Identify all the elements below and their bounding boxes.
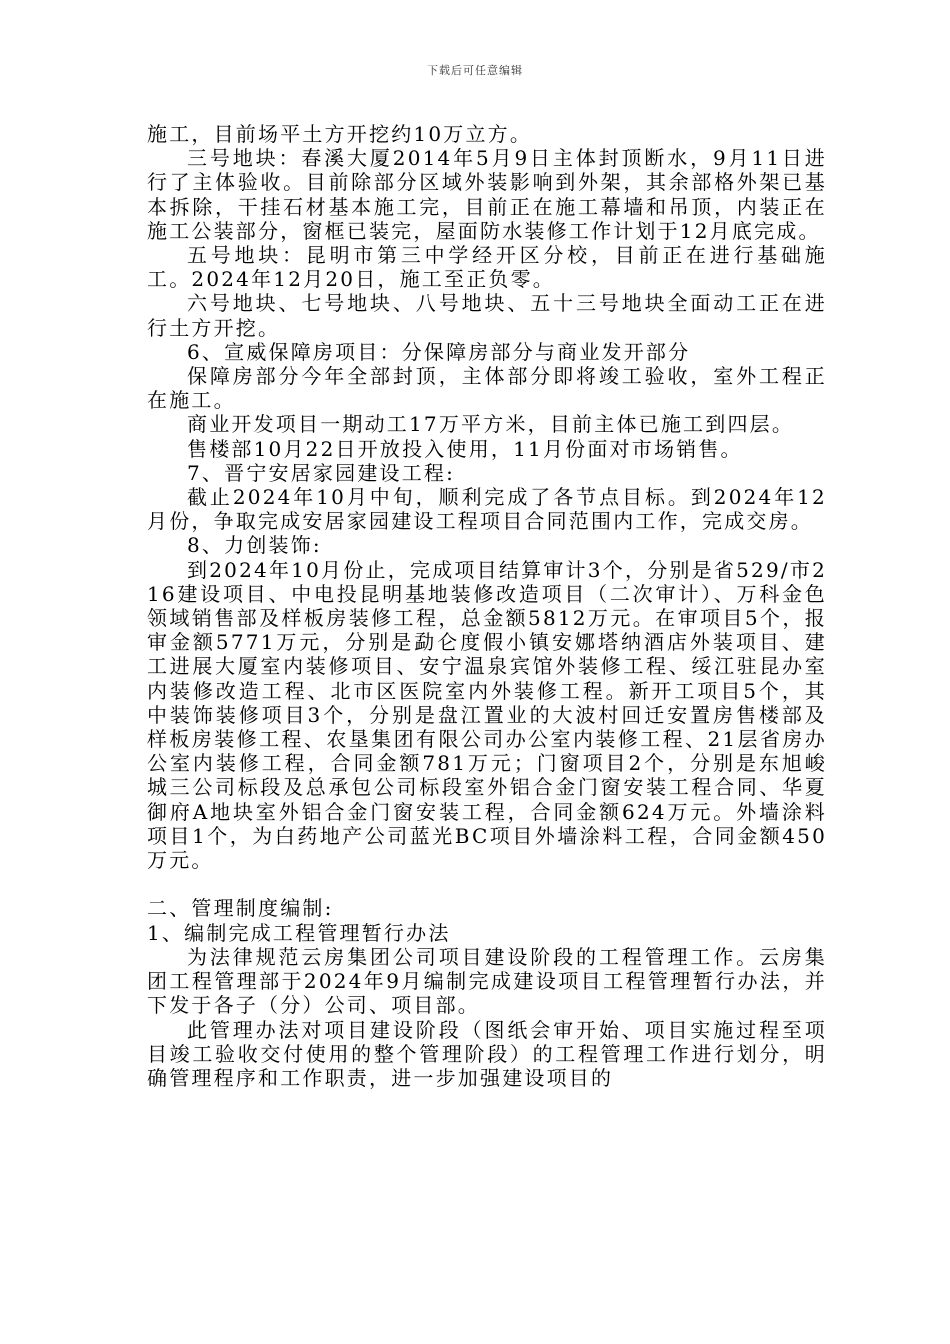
page-header: 下载后可任意编辑	[427, 64, 523, 77]
paragraph-plot-three: 三号地块：春溪大厦2014年5月9日主体封顶断水，9月11日进行了主体验收。目前除部分区域外装影响到外架，其余部格外架已基本拆除，干挂石材基本施工完，目前正在施工幕墙和吊顶，内装正在施工公装部分，窗框已装完，屋面防水装修工作计划于12月底完成。	[147, 146, 827, 243]
paragraph-continuation: 施工，目前场平土方开挖约10万立方。	[147, 122, 533, 146]
paragraph-commercial-development: 商业开发项目一期动工17万平方米，目前主体已施工到四层。	[187, 412, 795, 437]
paragraph-sales-office: 售楼部10月22日开放投入使用，11月份面对市场销售。	[187, 436, 743, 461]
paragraph-plot-five: 五号地块：昆明市第三中学经开区分校，目前正在进行基础施工。2024年12月20日，施工至正负零。	[147, 243, 827, 292]
heading-jinning-project: 7、晋宁安居家园建设工程:	[187, 460, 456, 485]
heading-lichuang-decoration: 8、力创装饰:	[187, 533, 322, 558]
paragraph-plots-six-to-fiftythree: 六号地块、七号地块、八号地块、五十三号地块全面动工正在进行土方开挖。	[147, 291, 827, 340]
document-body	[147, 122, 827, 1090]
blank-line	[147, 872, 827, 896]
paragraph-jinning-progress: 截止2024年10月中旬，顺利完成了各节点目标。到2024年12月份，争取完成安居家园建设工程项目合同范围内工作，完成交房。	[147, 485, 827, 534]
paragraph-measures-issued: 为法律规范云房集团公司项目建设阶段的工程管理工作。云房集团工程管理部于2024年9月编制完成建设项目工程管理暂行办法，并下发于各子（分）公司、项目部。	[147, 944, 827, 1018]
paragraph-affordable-housing: 保障房部分今年全部封顶，主体部分即将竣工验收，室外工程正在施工。	[147, 364, 827, 413]
heading-interim-measures: 1、编制完成工程管理暂行办法	[147, 920, 451, 945]
paragraph-lichuang-details: 到2024年10月份止，完成项目结算审计3个，分别是省529/市216建设项目、中电投昆明基地装修改造项目（二次审计）、万科金色领域销售部及样板房装修工程，总金额5812万元。在审项目5个，报审金额5771万元，分别是勐仑度假小镇安娜塔纳酒店外装项目、建工进展大厦室内装修项目、安宁温泉宾馆外装修工程、绥江驻昆办室内装修改造工程、北市区医院室内外装修工程。新开工项目5个，其中装饰装修项目3个，分别是盘江置业的大波村回迁安置房售楼部及样板房装修工程、农垦集团有限公司办公室内装修工程、21层省房办公室内装修工程，合同金额781万元；门窗项目2个，分别是东旭峻城三公司标段及总承包公司标段室外铝合金门窗安装工程合同、华夏御府A地块室外铝合金门窗安装工程，合同金额624万元。外墙涂料项目1个，为白药地产公司蓝光BC项目外墙涂料工程，合同金额450万元。	[147, 557, 827, 873]
paragraph-measures-scope: 此管理办法对项目建设阶段（图纸会审开始、项目实施过程至项目竣工验收交付使用的整个管理阶段）的工程管理工作进行划分，明确管理程序和工作职责，进一步加强建设项目的	[147, 1017, 827, 1090]
heading-xuanwei-project: 6、宣威保障房项目：分保障房部分与商业发开部分	[187, 339, 691, 364]
heading-management-system: 二、管理制度编制:	[147, 896, 334, 921]
